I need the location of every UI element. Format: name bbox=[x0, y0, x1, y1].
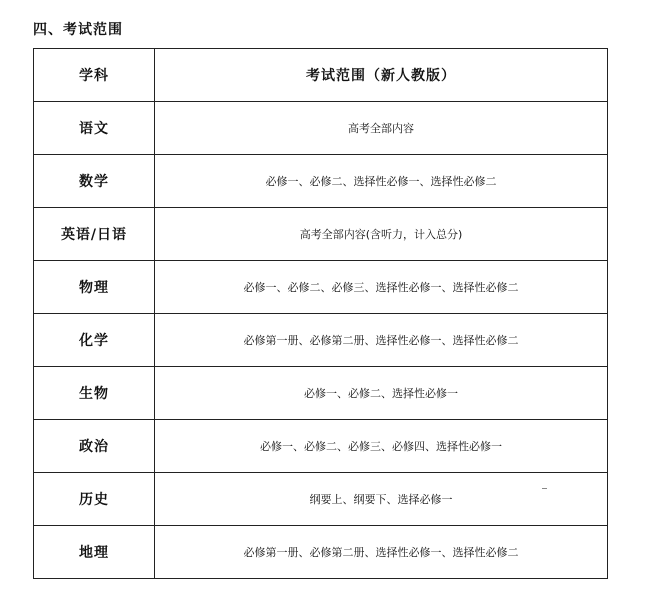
table-row bbox=[34, 420, 608, 473]
subject-cell: 历史 bbox=[34, 473, 155, 526]
scan-speck bbox=[542, 488, 547, 489]
scope-cell: 必修一、必修二、必修三、选择性必修一、选择性必修二 bbox=[155, 261, 608, 314]
table-row bbox=[34, 102, 608, 155]
subject-cell: 数学 bbox=[34, 155, 155, 208]
subject-cell: 化学 bbox=[34, 314, 155, 367]
scope-cell: 纲要上、纲要下、选择必修一 bbox=[155, 473, 608, 526]
table-header-row bbox=[34, 49, 608, 102]
subject-cell: 物理 bbox=[34, 261, 155, 314]
table-row bbox=[34, 261, 608, 314]
header-scope: 考试范围（新人教版） bbox=[155, 49, 608, 102]
subject-cell: 生物 bbox=[34, 367, 155, 420]
subject-cell: 语文 bbox=[34, 102, 155, 155]
scope-cell: 高考全部内容 bbox=[155, 102, 608, 155]
scope-cell: 必修一、必修二、选择性必修一、选择性必修二 bbox=[155, 155, 608, 208]
scope-cell: 必修一、必修二、必修三、必修四、选择性必修一 bbox=[155, 420, 608, 473]
scope-cell: 高考全部内容(含听力，计入总分) bbox=[155, 208, 608, 261]
subject-cell: 地理 bbox=[34, 526, 155, 579]
scope-cell: 必修第一册、必修第二册、选择性必修一、选择性必修二 bbox=[155, 314, 608, 367]
table-row bbox=[34, 155, 608, 208]
table-row bbox=[34, 314, 608, 367]
table-row bbox=[34, 367, 608, 420]
exam-scope-table bbox=[33, 48, 608, 579]
subject-cell: 政治 bbox=[34, 420, 155, 473]
subject-cell: 英语/日语 bbox=[34, 208, 155, 261]
table-row bbox=[34, 526, 608, 579]
header-subject: 学科 bbox=[34, 49, 155, 102]
table-row bbox=[34, 208, 608, 261]
table-row bbox=[34, 473, 608, 526]
section-title: 四、考试范围 bbox=[33, 22, 123, 38]
scope-cell: 必修一、必修二、选择性必修一 bbox=[155, 367, 608, 420]
scope-cell: 必修第一册、必修第二册、选择性必修一、选择性必修二 bbox=[155, 526, 608, 579]
